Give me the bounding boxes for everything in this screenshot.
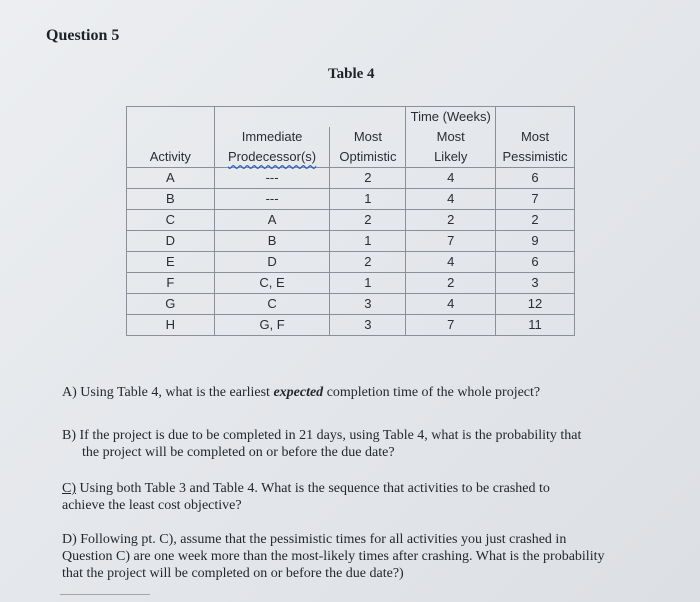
header-likely-l2: Likely [406, 147, 496, 168]
table-row [127, 168, 575, 189]
cut-off-text-edge [60, 594, 150, 601]
cell-pess: 9 [496, 231, 575, 252]
cell-likely: 4 [406, 294, 496, 315]
cell-pess: 6 [496, 252, 575, 273]
cell-likely: 7 [406, 231, 496, 252]
cell-activity: B [127, 189, 215, 210]
table-row [127, 294, 575, 315]
cell-activity: D [127, 231, 215, 252]
cell-pred: A [214, 210, 330, 231]
header-pess-l1: Most [496, 127, 575, 147]
cell-likely: 4 [406, 252, 496, 273]
table-row [127, 231, 575, 252]
cell-activity: H [127, 315, 215, 336]
question-c-label: C) [62, 481, 76, 496]
question-d: D) Following pt. C), assume that the pessimistic times for all activities you just crashed in Question C) are one week more than the most-likely times after crashing. What is the probability that the project will be completed on or before the due date?) [62, 532, 605, 581]
cell-pess: 3 [496, 273, 575, 294]
cell-pess: 7 [496, 189, 575, 210]
table-row [127, 273, 575, 294]
cell-pred: C, E [214, 273, 330, 294]
cell-activity: G [127, 294, 215, 315]
header-immediate-l2: Prodecessor(s) [228, 149, 317, 164]
table-row [127, 252, 575, 273]
question-c: C) Using both Table 3 and Table 4. What is the sequence that activities to be crashed to achieve the least cost objective? [62, 481, 550, 513]
cell-opt: 3 [330, 294, 406, 315]
header-immediate-l1: Immediate [214, 127, 330, 147]
cell-opt: 2 [330, 210, 406, 231]
cell-pred: C [214, 294, 330, 315]
header-pess-l2: Pessimistic [496, 147, 575, 168]
cell-opt: 1 [330, 273, 406, 294]
cell-activity: E [127, 252, 215, 273]
cell-pess: 11 [496, 315, 575, 336]
header-opt-l1: Most [330, 127, 406, 147]
table-header-row-3 [127, 147, 575, 168]
expected-emphasis: expected [273, 385, 324, 400]
header-time-weeks: Time (Weeks) [406, 107, 496, 128]
cell-likely: 4 [406, 168, 496, 189]
question-a: A) Using Table 4, what is the earliest expected completion time of the whole project? [62, 385, 541, 400]
cell-pred: --- [214, 168, 330, 189]
header-opt-l2: Optimistic [330, 147, 406, 168]
cell-opt: 3 [330, 315, 406, 336]
cell-activity: F [127, 273, 215, 294]
cell-pred: D [214, 252, 330, 273]
cell-pred: B [214, 231, 330, 252]
activity-table [126, 106, 575, 336]
cell-activity: A [127, 168, 215, 189]
cell-likely: 4 [406, 189, 496, 210]
cell-pess: 6 [496, 168, 575, 189]
cell-likely: 2 [406, 273, 496, 294]
table-header-row-1 [127, 107, 575, 128]
question-title: Question 5 [46, 27, 120, 44]
cell-opt: 2 [330, 252, 406, 273]
cell-opt: 1 [330, 231, 406, 252]
question-b: B) If the project is due to be completed in 21 days, using Table 4, what is the probability that the project will be completed on or before the due date? [62, 428, 582, 460]
cell-activity: C [127, 210, 215, 231]
cell-likely: 7 [406, 315, 496, 336]
table-header-row-2 [127, 127, 575, 147]
cell-pess: 12 [496, 294, 575, 315]
table-row [127, 189, 575, 210]
cell-opt: 1 [330, 189, 406, 210]
table-row [127, 210, 575, 231]
header-likely-l1: Most [406, 127, 496, 147]
header-activity: Activity [127, 147, 215, 168]
cell-pred: G, F [214, 315, 330, 336]
cell-pred: --- [214, 189, 330, 210]
cell-pess: 2 [496, 210, 575, 231]
table-row [127, 315, 575, 336]
cell-likely: 2 [406, 210, 496, 231]
cell-opt: 2 [330, 168, 406, 189]
table-title: Table 4 [328, 66, 375, 82]
table-body [127, 168, 575, 336]
